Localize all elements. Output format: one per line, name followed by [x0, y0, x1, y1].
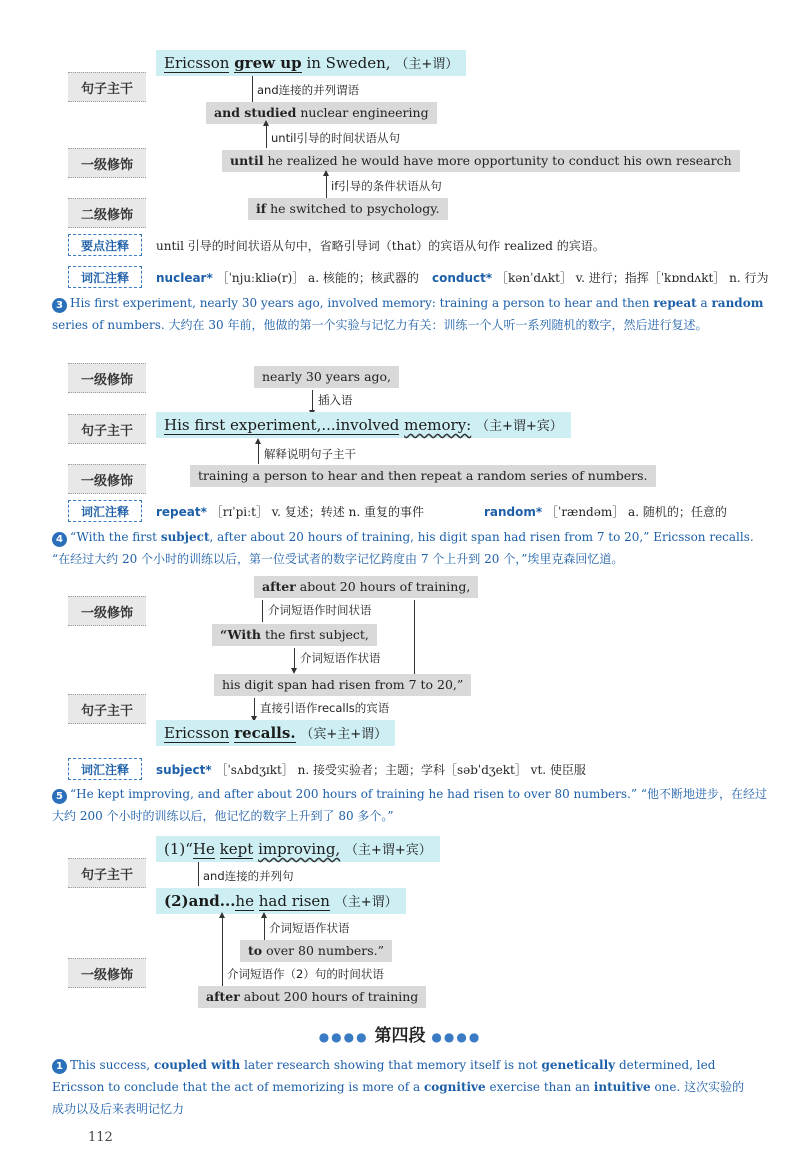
after-200-hours-box	[198, 986, 426, 1008]
to-bold: to	[248, 943, 263, 958]
after-rest: about 200 hours of training	[243, 989, 419, 1004]
vocab-def: ［rɪˈpiːt］ v. 复述；转述 n. 重复的事件	[210, 505, 424, 519]
para-bold: subject	[160, 530, 210, 544]
para-bold: cognitive	[423, 1080, 486, 1094]
predicate-word: ...involved	[321, 416, 400, 434]
label-prep-adverbial: 介词短语作状语	[300, 651, 381, 665]
label-first-modifier: 一级修饰	[68, 363, 146, 393]
para-text: that the act of memorizing is more of a	[182, 1080, 421, 1094]
connector-line	[198, 862, 199, 886]
label-vocab: 词汇注释	[68, 758, 142, 780]
label-vocab: 词汇注释	[68, 500, 142, 522]
label-and-parallel: and连接的并列谓语	[257, 83, 360, 97]
vocab-word: repeat	[156, 505, 201, 519]
para-bold: coupled with	[153, 1058, 241, 1072]
vocab-word: conduct	[432, 271, 486, 285]
para-text: one.	[654, 1080, 681, 1094]
vocab-nuclear: nuclear* ［ˈnjuːkliə(r)］ a. 核能的；核武器的	[156, 271, 419, 285]
vocab-word: subject	[156, 763, 206, 777]
para-text: later research showing that memory itself is not	[244, 1058, 538, 1072]
main-clause-box	[156, 720, 395, 746]
label-sentence-main: 句子主干	[68, 72, 146, 102]
until-clause-box	[222, 150, 740, 172]
para-bold: genetically	[541, 1058, 616, 1072]
until-bold: until	[230, 153, 264, 168]
sentence-number-badge: 3	[52, 298, 67, 313]
sentence-number-badge: 5	[52, 789, 67, 804]
section-title: 第四段	[374, 1026, 426, 1046]
object-word: memory:	[404, 416, 472, 434]
sentence-number-badge: 4	[52, 532, 67, 547]
main-clause-1-box	[156, 836, 440, 862]
para-chinese: 这次实验的成功以及后来表明记忆力	[52, 1080, 745, 1116]
main-clause-box	[156, 50, 466, 76]
label-prep-time: 介词短语作时间状语	[268, 603, 372, 617]
label-first-modifier: 一级修饰	[68, 464, 146, 494]
connector-line	[252, 76, 253, 102]
nearly-30-years-box: nearly 30 years ago,	[254, 366, 399, 388]
vocab-def: ［ˈsʌbdʒɪkt］ n. 接受实验者；主题；学科［səbˈdʒekt］ vt. 使臣服	[215, 763, 586, 777]
label-first-modifier: 一级修饰	[68, 148, 146, 178]
after-rest: about 20 hours of training,	[299, 579, 471, 594]
para-text: This success,	[70, 1058, 151, 1072]
predicate-word: grew up	[234, 54, 302, 72]
vocab-def: ［ˈnjuːkliə(r)］ a. 核能的；核武器的	[216, 271, 419, 285]
decorative-dots: ●●●●	[318, 1030, 369, 1044]
main-structure-tag: （主+谓+宾）	[476, 419, 563, 434]
label-if-clause: if引导的条件状语从句	[331, 179, 442, 193]
arrow-down	[294, 648, 295, 668]
clause-number: (2)and...	[164, 892, 236, 910]
para-text: a	[700, 296, 708, 310]
arrow-down	[312, 390, 313, 410]
main-structure-tag: （主+谓+宾）	[344, 843, 432, 858]
and-studied-box	[206, 102, 437, 124]
label-sentence-main: 句子主干	[68, 414, 146, 444]
para-bold: random	[711, 296, 764, 310]
para-text: “He kept improving, and after about 200 hours of training he had risen to over 80 numbers.”	[70, 787, 637, 801]
label-until-clause: until引导的时间状语从句	[271, 131, 400, 145]
label-sentence-main: 句子主干	[68, 858, 146, 888]
if-bold: if	[256, 201, 267, 216]
para-text: series of numbers.	[52, 318, 165, 332]
vocab-subject: subject* ［ˈsʌbdʒɪkt］ n. 接受实验者；主题；学科［səbˈdʒekt］ vt. 使臣服	[156, 763, 586, 777]
arrow-up	[264, 918, 265, 940]
para-bold: intuitive	[593, 1080, 651, 1094]
arrow-up	[266, 126, 267, 148]
label-explain: 解释说明句子主干	[264, 447, 356, 461]
para-text: His first experiment, nearly 30 years ago, involved memory: training a person to hear and then	[70, 296, 650, 310]
arrow-down	[414, 600, 415, 674]
vocab-conduct: conduct* ［kənˈdʌkt］ v. 进行；指挥［ˈkɒndʌkt］ n. 行为	[432, 271, 769, 285]
with-first-subject-box	[212, 624, 377, 646]
para-chinese: “在经过大约 20 个小时的训练以后，第一位受试者的数字记忆跨度由 7 个上升到 20 个，”埃里克森回忆道。	[52, 552, 624, 566]
subject-word: Ericsson	[164, 724, 230, 742]
arrow-up	[258, 444, 259, 464]
digit-span-box: his digit span had risen from 7 to 20,”	[214, 674, 471, 696]
object-word: improving,	[258, 840, 341, 858]
label-sentence-main: 句子主干	[68, 694, 146, 724]
paragraph-3-text	[52, 292, 772, 336]
predicate-word: had risen	[258, 892, 330, 910]
and-studied-bold: and studied	[214, 105, 297, 120]
with-bold: “With	[220, 627, 261, 642]
label-key-note: 要点注释	[68, 234, 142, 256]
predicate-word: recalls.	[234, 724, 296, 742]
sentence-number-badge: 1	[52, 1059, 67, 1074]
paragraph-5-text	[52, 783, 772, 827]
para-chinese: 大约 200 个小时的训练以后，他记忆的数字上升到了 80 多个。”	[52, 809, 394, 823]
main-structure-tag: （主+谓）	[395, 57, 459, 72]
connector-line	[262, 600, 263, 622]
after-bold: after	[262, 579, 296, 594]
with-rest: the first subject,	[264, 627, 369, 642]
para-text: determined, led Ericsson to conclude	[52, 1058, 716, 1094]
arrow-up	[222, 918, 223, 986]
until-rest: he realized he would have more opportunity to conduct his own research	[267, 153, 732, 168]
arrow-down	[254, 698, 255, 716]
vocab-def: ［ˈrændəm］ a. 随机的；任意的	[546, 505, 727, 519]
to-rest: over 80 numbers.”	[266, 943, 385, 958]
vocab-word: random	[484, 505, 536, 519]
vocab-def: ［kənˈdʌkt］ v. 进行；指挥［ˈkɒndʌkt］ n. 行为	[496, 271, 769, 285]
main-rest: in Sweden,	[306, 54, 391, 72]
label-vocab: 词汇注释	[68, 266, 142, 288]
if-rest: he switched to psychology.	[270, 201, 440, 216]
subject-word: He	[192, 840, 215, 858]
subject-word: His first experiment,	[164, 416, 322, 434]
paragraph-4-1-text	[52, 1054, 752, 1120]
decorative-dots: ●●●●	[431, 1030, 482, 1044]
after-bold: after	[206, 989, 240, 1004]
main-structure-tag: （主+谓）	[334, 895, 398, 910]
to-over-80-box	[240, 940, 392, 962]
label-first-modifier: 一级修饰	[68, 596, 146, 626]
label-insertion: 插入语	[318, 393, 353, 407]
after-20-hours-box	[254, 576, 478, 598]
paragraph-4-text	[52, 526, 772, 570]
para-chinese: “他不断地进步，在经过	[640, 787, 767, 801]
arrow-up	[326, 176, 327, 198]
vocab-repeat: repeat* ［rɪˈpiːt］ v. 复述；转述 n. 重复的事件	[156, 505, 424, 519]
if-clause-box	[248, 198, 448, 220]
and-studied-rest: nuclear engineering	[300, 105, 429, 120]
para-text: “With the first	[70, 530, 157, 544]
training-box: training a person to hear and then repeat a random series of numbers.	[190, 465, 656, 487]
para-chinese: 大约在 30 年前，他做的第一个实验与记忆力有关：训练一个人听一系列随机的数字，然后进行复述。	[168, 318, 708, 332]
page-number: 112	[88, 1130, 113, 1145]
key-note-text: until 引导的时间状语从句中，省略引导词（that）的宾语从句作 realized 的宾语。	[156, 239, 605, 253]
label-time-adverbial: 介词短语作（2）句的时间状语	[227, 967, 384, 981]
predicate-word: kept	[219, 840, 254, 858]
main-structure-tag: （宾+主+谓）	[300, 727, 388, 742]
vocab-word: nuclear	[156, 271, 207, 285]
main-clause-2-box	[156, 888, 406, 914]
label-prep-adverbial: 介词短语作状语	[269, 921, 350, 935]
label-first-modifier: 一级修饰	[68, 958, 146, 988]
section-heading	[0, 1021, 800, 1046]
label-and-parallel: and连接的并列句	[203, 869, 294, 883]
label-second-modifier: 二级修饰	[68, 198, 146, 228]
para-text: , after about 20 hours of training, his digit span had risen from 7 to 20,” Ericsson recalls.	[209, 530, 754, 544]
subject-word: he	[235, 892, 254, 910]
label-direct-speech: 直接引语作recalls的宾语	[260, 701, 390, 715]
main-clause-box	[156, 412, 571, 438]
clause-number: (1)“	[164, 840, 193, 858]
para-text: exercise than an	[489, 1080, 590, 1094]
subject-word: Ericsson	[164, 54, 230, 72]
para-bold: repeat	[653, 296, 697, 310]
vocab-random: random* ［ˈrændəm］ a. 随机的；任意的	[484, 505, 727, 519]
